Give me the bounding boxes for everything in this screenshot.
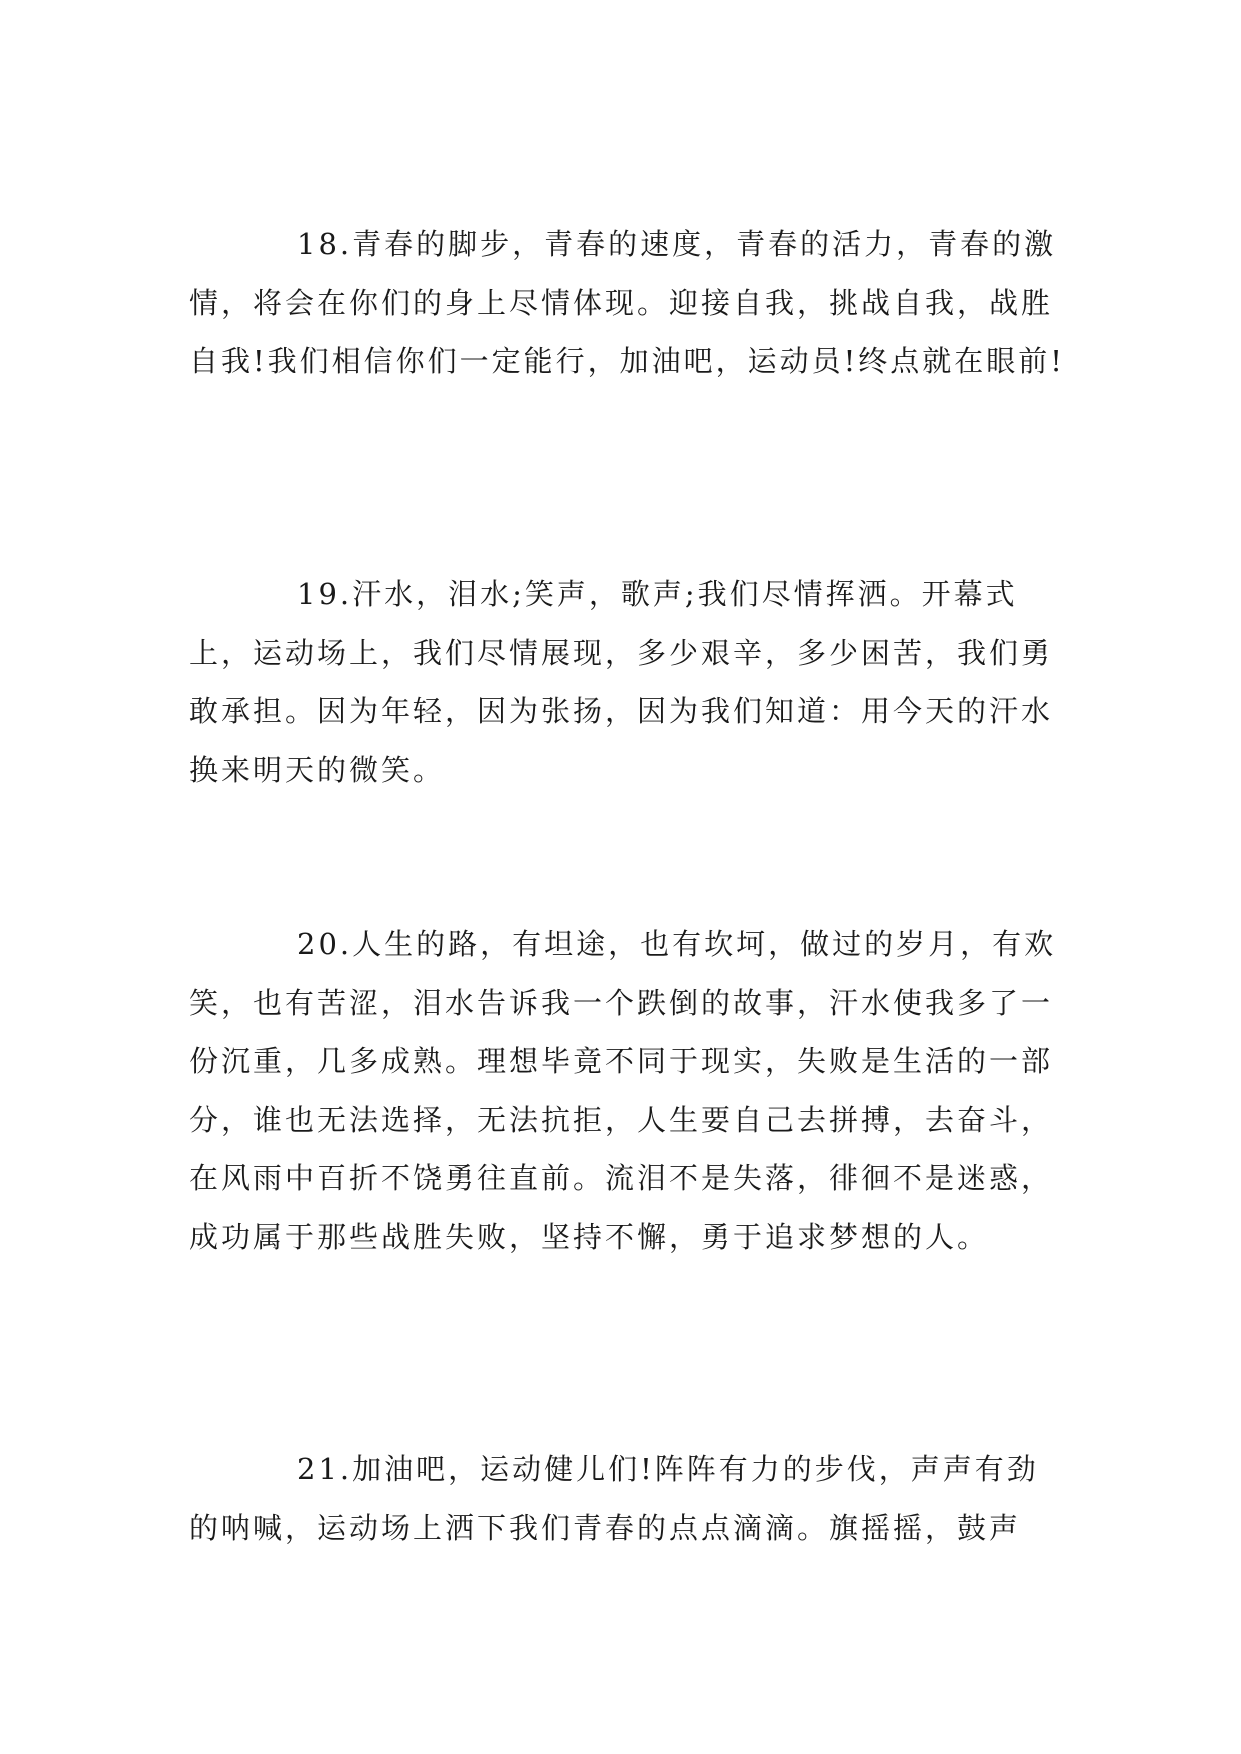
paragraph-19: 19.汗水，泪水;笑声，歌声;我们尽情挥洒。开幕式上，运动场上，我们尽情展现，多少艰辛，多少困苦，我们勇敢承担。因为年轻，因为张扬，因为我们知道：用今天的汗水换来明天的微笑。 <box>189 577 1054 787</box>
paragraph-21: 21.加油吧，运动健儿们!阵阵有力的步伐，声声有劲的呐喊，运动场上洒下我们青春的点点滴滴。旗摇摇，鼓声 <box>189 1452 1039 1545</box>
paragraph-20: 20.人生的路，有坦途，也有坎坷，做过的岁月，有欢笑，也有苦涩，泪水告诉我一个跌倒的故事，汗水使我多了一份沉重，几多成熟。理想毕竟不同于现实，失败是生活的一部分，谁也无法选择，无法抗拒，人生要自己去拼搏，去奋斗，在风雨中百折不饶勇往直前。流泪不是失落，徘徊不是迷惑，成功属于那些战胜失败，坚持不懈，勇于追求梦想的人。 <box>189 927 1057 1254</box>
paragraph-18: 18.青春的脚步，青春的速度，青春的活力，青春的激情，将会在你们的身上尽情体现。迎接自我，挑战自我，战胜自我!我们相信你们一定能行，加油吧，运动员!终点就在眼前! <box>189 227 1065 378</box>
